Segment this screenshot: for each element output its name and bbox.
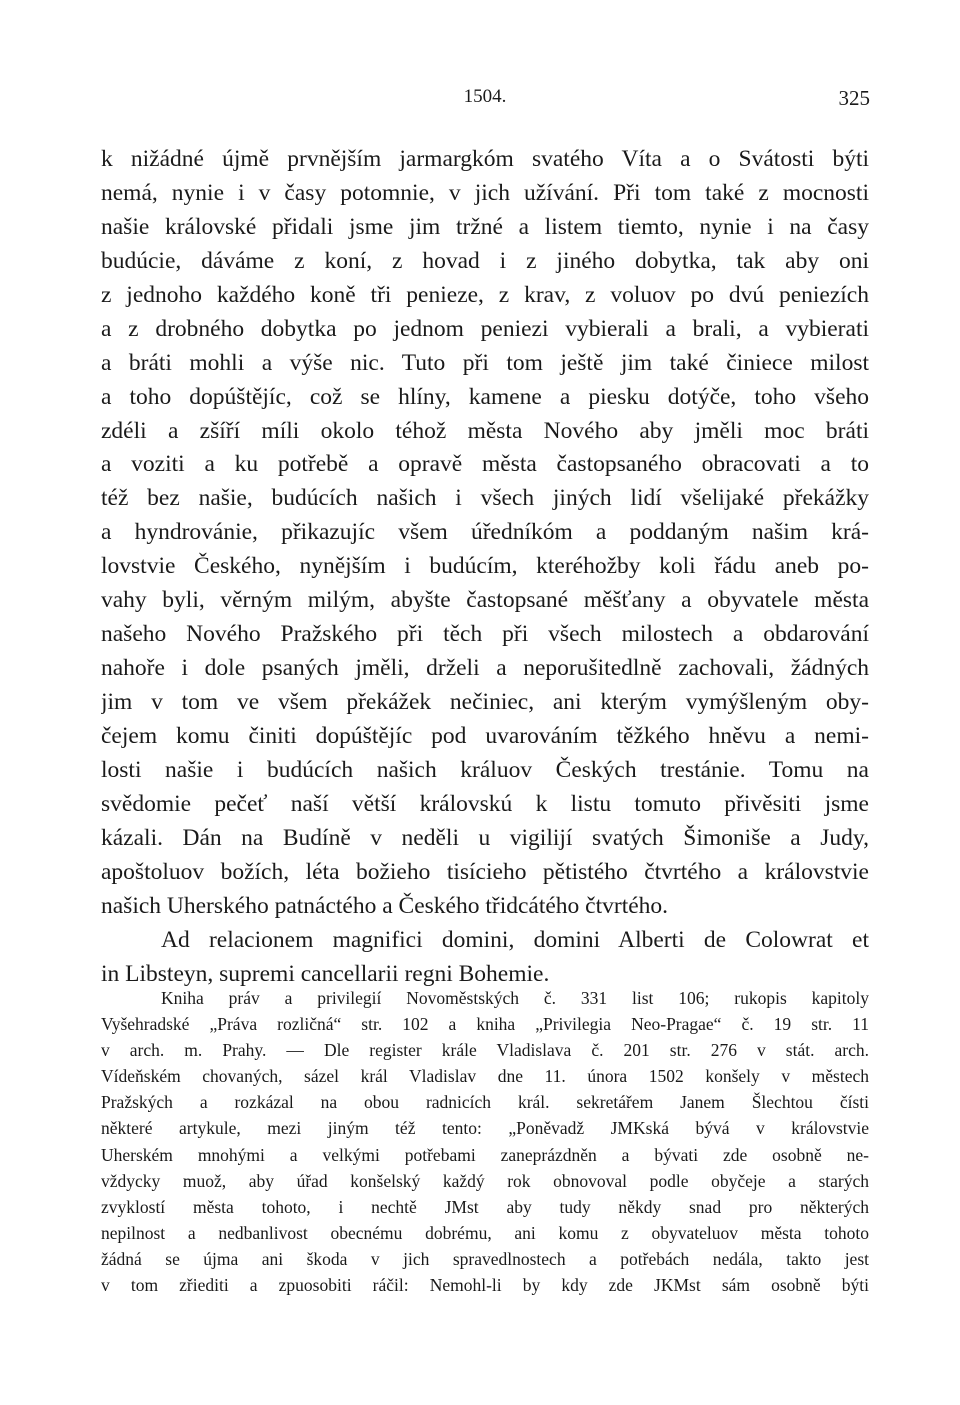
main-text-line: a bráti mohli a výše nic. Tuto při tom ještě jim také činiece milost — [101, 349, 869, 376]
main-text-line: vahy byli, věrným milým, abyšte častopsané měšťany a obyvatele města — [101, 587, 869, 614]
main-text-body — [101, 143, 869, 991]
footnote-line: některé artykule, mezi jiným též tento: „Poněvadž JMKská bývá v královstvie — [101, 1118, 869, 1139]
main-text-line: lovstvie Českého, nynějším i budúcím, kteréhožby koli řádu aneb po- — [101, 553, 869, 580]
footnote-line: nepilnost a nedbanlivost obecnému dobrému, ani komu z obyvateluov města tohoto — [101, 1222, 869, 1243]
footnote-line: v arch. m. Prahy. — Dle register krále Vladislava č. 201 str. 276 v stát. arch. — [101, 1040, 869, 1061]
footnote-line: zvyklostí města tohoto, i nechtě JMst aby tudy někdy snad pro některých — [101, 1196, 869, 1217]
main-text-line: našie královské přidali jsme jim tržné a listem tiemto, nynie i na časy — [101, 213, 869, 240]
main-text-line: kázali. Dán na Budíně v neděli u vigilijí svatých Šimoniše a Judy, — [101, 824, 869, 851]
header-year: 1504. — [463, 86, 507, 107]
main-text-line: zdéli a zšíří míli okolo téhož města Nového aby jměli moc bráti — [101, 417, 869, 444]
main-text-line: a toho dopúštějíc, což se hlíny, kamene a piesku dotýče, toho všeho — [101, 383, 869, 410]
page-number: 325 — [838, 86, 870, 110]
footnote-line: žádná se újma ani škoda v jich spravedlnostech a potřebách nedála, takto jest — [101, 1248, 869, 1269]
main-text-line: apoštoluov božích, léta božieho tisícieho pětistého čtvrtého a královstvie — [101, 858, 869, 885]
main-text-line: čejem komu činiti dopúštějíc pod uvarováním těžkého hněvu a nemi- — [101, 722, 869, 749]
main-text-line: z jednoho každého koně tři penieze, z krav, z voluov po dvú peniezích — [101, 281, 869, 308]
main-text-line: jim v tom ve všem překážek nečiniec, ani kterým vymýšleným oby- — [101, 689, 869, 715]
main-text-line: losti našie i budúcích našich králuov Českých trestánie. Tomu na — [101, 756, 869, 783]
footnote-line: v tom zřiediti a zpuosobiti ráčil: Nemohl-li by kdy zde JKMst sám osobně býti — [101, 1275, 869, 1296]
footnote-line: Pražských a rozkázal na obou radnicích král. sekretářem Janem Šlechtou čísti — [101, 1092, 869, 1113]
main-text-line: k nižádné újmě prvnějším jarmargkóm svatého Víta a o Svátosti býti — [101, 146, 869, 172]
main-text-line: a voziti a ku potřebě a opravě města častopsaného obracovati a to — [101, 451, 869, 478]
footnote-line: Kniha práv a privilegií Novoměstských č. 331 list 106; rukopis kapitoly — [161, 988, 869, 1008]
closing-formula-line: in Libsteyn, supremi cancellarii regni Bohemie. — [101, 960, 550, 987]
footnote-line: Uherském mnohými a velkými potřebami zaneprázdněn a bývati zde osobně ne- — [101, 1144, 869, 1165]
main-text-line: svědomie pečeť naší větší královskú k listu tomuto přivěsiti jsme — [101, 790, 869, 817]
main-text-line: a hyndrovánie, přikazujíc všem úředníkóm a poddaným našim krá- — [101, 519, 869, 546]
footnote-line: Vídeňském chovaných, sázel král Vladislav dne 11. února 1502 konšely v městech — [101, 1066, 869, 1087]
main-text-line: též bez našie, budúcích našich i všech jiných lidí všelijaké překážky — [101, 485, 869, 512]
footnote-line: Vyšehradské „Práva rozličná“ str. 102 a kniha „Privilegia Neo-Pragae“ č. 19 str. 11 — [101, 1014, 869, 1035]
closing-formula-line: Ad relacionem magnifici domini, domini Alberti de Colowrat et — [161, 926, 869, 953]
main-text-line: a z drobného dobytka po jednom peniezi vybierali a brali, a vybierati — [101, 315, 869, 342]
footnote-block — [101, 985, 869, 1298]
main-text-line: budúcie, dáváme z koní, z hovad i z jiného dobytka, tak aby oni — [101, 247, 869, 274]
main-text-line: nahoře i dole psaných jměli, drželi a neporušitedlně zachovali, žádných — [101, 655, 869, 682]
footnote-line: vždycky muož, aby úřad konšelský každý rok obnovoval podle obyčeje a starých — [101, 1170, 869, 1191]
page-header — [100, 86, 870, 116]
main-text-line: nemá, nynie i v časy potomnie, v jich užívání. Při tom také z mocnosti — [101, 179, 869, 206]
main-text-line: našeho Nového Pražského při těch při všech milostech a obdarování — [101, 621, 869, 648]
main-text-line: našich Uherského patnáctého a Českého třidcátého čtvrtého. — [101, 892, 669, 919]
